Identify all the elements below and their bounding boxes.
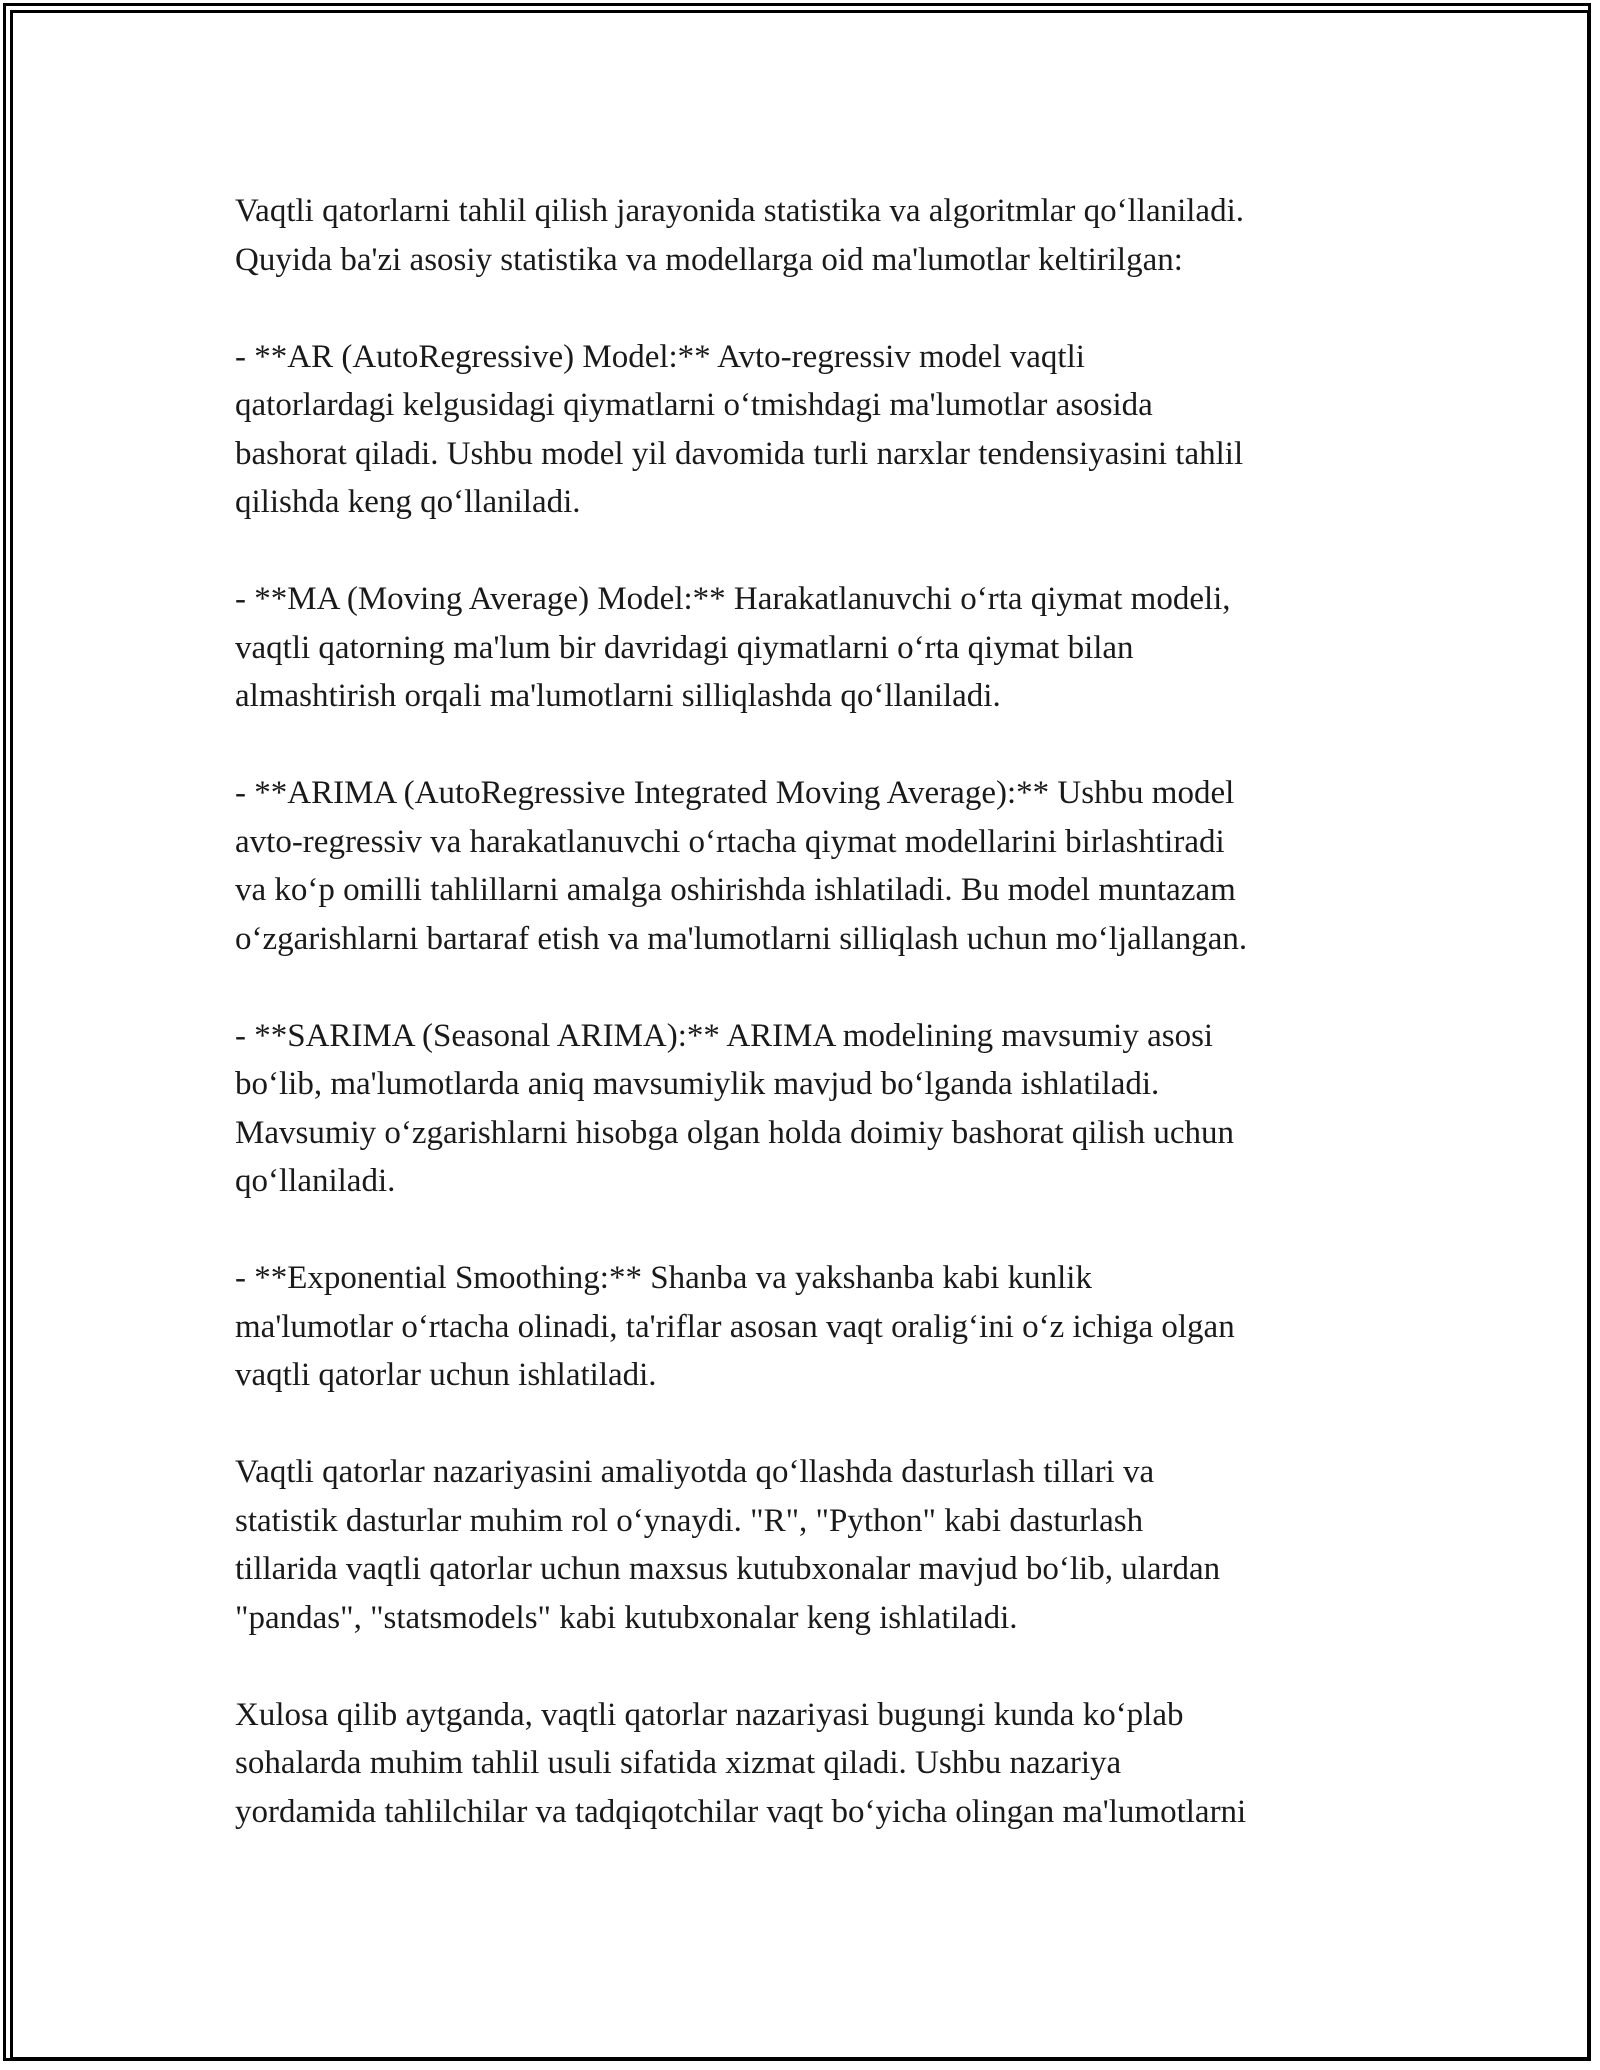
text-line: o‘zgarishlarni bartaraf etish va ma'lumotlarni silliqlash uchun mo‘ljallangan.: [235, 920, 1248, 957]
document-body: [235, 187, 1395, 1885]
text-line: sohalarda muhim tahlil usuli sifatida xizmat qiladi. Ushbu nazariya: [235, 1745, 1122, 1781]
paragraph-ma-model: [235, 575, 1395, 721]
text-line: Vaqtli qatorlar nazariyasini amaliyotda qo‘llashda dasturlash tillari va: [235, 1454, 1155, 1490]
paragraph-arima: [235, 769, 1395, 963]
text-line: qo‘llaniladi.: [235, 1163, 396, 1199]
text-line: qilishda keng qo‘llaniladi.: [235, 484, 581, 520]
paragraph-sarima: [235, 1012, 1395, 1206]
text-line: - **AR (AutoRegressive) Model:** Avto-regressiv model vaqtli: [235, 338, 1085, 375]
paragraph-ar-model: [235, 333, 1395, 527]
text-line: Vaqtli qatorlarni tahlil qilish jarayonida statistika va algoritmlar qo‘llaniladi.: [235, 193, 1244, 229]
text-line: bo‘lib, ma'lumotlarda aniq mavsumiylik mavjud bo‘lganda ishlatiladi.: [235, 1066, 1160, 1102]
text-line: "pandas", "statsmodels" kabi kutubxonalar keng ishlatiladi.: [235, 1599, 1018, 1636]
paragraph-programming-tools: [235, 1448, 1395, 1642]
text-line: yordamida tahlilchilar va tadqiqotchilar vaqt bo‘yicha olingan ma'lumotlarni: [235, 1793, 1247, 1830]
text-line: statistik dasturlar muhim rol o‘ynaydi. "R", "Python" kabi dasturlash: [235, 1502, 1144, 1539]
text-line: vaqtli qatorlar uchun ishlatiladi.: [235, 1357, 657, 1393]
text-line: Mavsumiy o‘zgarishlarni hisobga olgan holda doimiy bashorat qilish uchun: [235, 1114, 1235, 1151]
text-line: avto-regressiv va harakatlanuvchi o‘rtacha qiymat modellarini birlashtiradi: [235, 823, 1225, 860]
text-line: ma'lumotlar o‘rtacha olinadi, ta'riflar asosan vaqt oralig‘ini o‘z ichiga olgan: [235, 1308, 1235, 1345]
text-line: - **ARIMA (AutoRegressive Integrated Moving Average):** Ushbu model: [235, 775, 1235, 811]
text-line: - **Exponential Smoothing:** Shanba va yakshanba kabi kunlik: [235, 1260, 1092, 1296]
text-line: Quyida ba'zi asosiy statistika va modellarga oid ma'lumotlar keltirilgan:: [235, 241, 1183, 278]
text-line: vaqtli qatorning ma'lum bir davridagi qiymatlarni o‘rta qiymat bilan: [235, 629, 1134, 666]
text-line: almashtirish orqali ma'lumotlarni silliqlashda qo‘llaniladi.: [235, 678, 1001, 714]
paragraph-conclusion: [235, 1691, 1395, 1837]
text-line: - **SARIMA (Seasonal ARIMA):** ARIMA modelining mavsumiy asosi: [235, 1017, 1214, 1054]
text-line: bashorat qiladi. Ushbu model yil davomida turli narxlar tendensiyasini tahlil: [235, 435, 1244, 472]
paragraph-intro: [235, 187, 1395, 284]
paragraph-exponential-smoothing: [235, 1254, 1395, 1400]
text-line: va ko‘p omilli tahlillarni amalga oshirishda ishlatiladi. Bu model muntazam: [235, 872, 1236, 908]
text-line: qatorlardagi kelgusidagi qiymatlarni o‘tmishdagi ma'lumotlar asosida: [235, 387, 1153, 423]
text-line: Xulosa qilib aytganda, vaqtli qatorlar nazariyasi bugungi kunda ko‘plab: [235, 1696, 1184, 1733]
text-line: tillarida vaqtli qatorlar uchun maxsus kutubxonalar mavjud bo‘lib, ulardan: [235, 1551, 1221, 1587]
text-line: - **MA (Moving Average) Model:** Harakatlanuvchi o‘rta qiymat modeli,: [235, 581, 1231, 617]
